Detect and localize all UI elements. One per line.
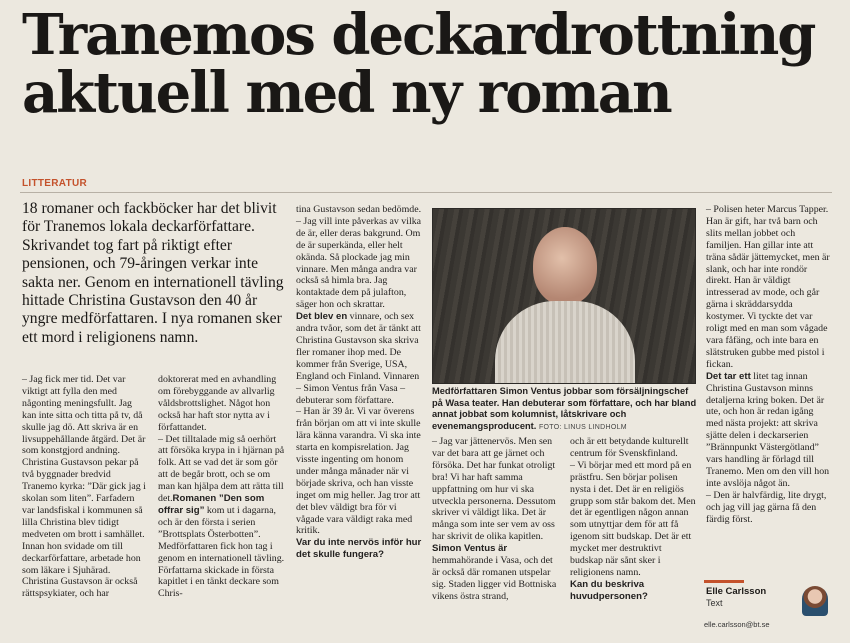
column-6-text-b: litet tag innan Christina Gustavson minns detaljerna kring boken. Det är ute, och hon är redan igång med nästa projekt: att skriva sjätte delen i deckarserien ”Brännpunkt Västergötland” vars handling är förlagd till Tranemo. Men om den vill hon inte avslöja något än. – Den är halvfärdig, lite drygt, och jag vill jag gärna få den färdig först. [706, 370, 830, 525]
column-5-question: Kan du beskriva huvudpersonen? [570, 578, 648, 602]
column-2-subhead: Romanen ”Den som offrar sig” [158, 493, 265, 516]
column-6-subhead: Det tar ett [706, 370, 751, 382]
column-1: – Jag fick mer tid. Det var viktigt att fylla den med någonting meningsfullt. Jag kan inte sitta och titta på tv, då skulle jag dö. Att skriva är en livsuppehållande åtgärd. Det är som konstgjord andning. Christina Gustavson pekar på två byggnader bredvid Tranemo kyrka: ”Där gick jag i skolan som liten”. Farfadern var landsfiskal i kommunen så lilla Christina blev tidigt medveten om brott i samhället. Innan hon svidade om till deckarförfattare, arbetade hon som läkare i Sjuhärad. Christina Gustavson är också rättspsykiater, och har [22, 374, 146, 600]
column-2-text: doktorerat med en avhandling om förebyggande av allvarlig våldsbrottslighet. Något hon också har haft stor nytta av i författandet. – Det tilltalade mig så oerhört att försöka krypa in i hjärnan på folk. Att se vad det är som gör att de begår brott, och se om man kan hjälpa dem att rätta till det. [158, 374, 285, 505]
caption-text: Medförfattaren Simon Ventus jobbar som försäljningschef på Wasa teater. Han debuterar som författare, och har bland annat jobbat som kolumnist, låtskrivare och evenemangsproducent. [432, 386, 697, 431]
column-6-text: – Polisen heter Marcus Tapper. Han är gift, har två barn och slits mellan jobbet och familjen. Han gillar inte att träna sådär jättemycket, men är slank, och har inte rondör direkt. Han är väldigt intresserad av mode, och går gärna i skräddarsydda kostymer. Vi tyckte det var roligt med en man som vågade vara fåfäng, och inte bara en slätstruken gubbe med pistol i fickan. [706, 204, 830, 370]
author-email[interactable]: elle.carlsson@bt.se [704, 620, 770, 629]
column-5 [570, 436, 696, 603]
author-name: Elle Carlsson [706, 586, 767, 597]
column-6 [706, 204, 832, 525]
column-4-text-b: hemmahörande i Vasa, och det är också där romanen utspelar sig. Staden ligger vid Bottniska vikens östra strand, [432, 555, 557, 602]
photo-body [495, 301, 635, 383]
author-role: Text [706, 598, 723, 608]
column-5-text: och är ett betydande kulturellt centrum för Svenskfinland. – Vi börjar med ett mord på en prästfru. Sen börjar polisen nysta i det. Det är en religiös grupp som står bakom det. Men det är egentligen någon annan som utnyttjar dem för att få igenom sitt budskap. Det är ett mycket mer destruktivt budskap när sånt sker i religionens namn. [570, 436, 696, 578]
column-3-question: Var du inte nervös inför hur det skulle fungera? [296, 537, 422, 561]
photo-face [533, 227, 597, 305]
photo-caption [432, 386, 700, 433]
lede: 18 romaner och fackböcker har det blivit för Tranemos lokala deckarförfattare. Skrivandet tog fart på riktigt efter pensionen, och 79-åringen verkar inte sakta ner. Genom en internationell tävling hittade Christina Gustavson den 40 år yngre medförfattaren. I nya romanen sker ett mord i religionens namn. [22, 200, 284, 346]
photo-credit: FOTO: LINUS LINDHOLM [538, 423, 627, 431]
column-2 [158, 374, 286, 600]
author-photo [432, 208, 696, 384]
column-2-text-b: kom ut i dagarna, och är den första i serien ”Brottsplats Österbotten”. Medförfattaren fick hon tag i genom en internationell tävling. Författarna skickade in första kapitlet i en tänkt deckare som Chris- [158, 504, 285, 600]
byline-accent [704, 580, 744, 583]
column-4-text: – Jag var jättenervös. Men sen var det bara att ge järnet och försöka. Det har funkat otroligt bra! Vi har haft samma uppfattning om hur vi ska utveckla personerna. Dessutom skriver vi väldigt lika. Det är många som inte ser vem av oss har skrivit de olika kapitlen. [432, 436, 556, 543]
column-4-subhead: Simon Ventus är [432, 543, 508, 555]
author-avatar [802, 586, 828, 616]
column-3 [296, 204, 422, 561]
divider [20, 192, 832, 193]
section-kicker: LITTERATUR [22, 178, 88, 189]
headline: Tranemos deckardrottning aktuell med ny roman [22, 2, 815, 126]
column-4 [432, 436, 560, 603]
column-3-text-b: vinnare, och sex andra tvåor, som det är tänkt att Christina Gustavson ska skriva fler romaner ihop med. De kommer från Sverige, USA, England och Finland. Vinnaren – Simon Ventus från Vasa – debuterar som författare. – Han är 39 år. Vi var överens från början om att vi inte skulle lära känna varandra. Vi ska inte starta en kompisrelation. Jag visste ingenting om honom under många månader när vi började skriva, och han visste inget om mig heller. Jag tror att det blev väldigt bra för vi vågade vara väldigt raka med kritik. [296, 311, 421, 537]
column-3-subhead: Det blev en [296, 311, 348, 323]
column-3-text: tina Gustavson sedan bedömde. – Jag vill inte påverkas av vilka de är, eller deras bakgrund. Om de är superkända, eller helt okända. Så plockade jag min vinnare. Men många andra var också så himla bra. Jag kontaktade dem på julafton, säger hon och skrattar. [296, 204, 422, 311]
